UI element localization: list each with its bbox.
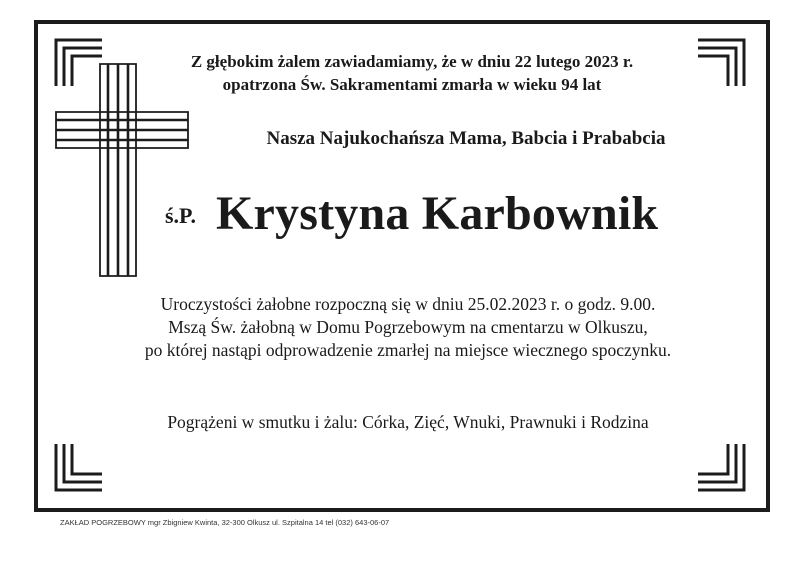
deceased-name-row <box>165 186 765 241</box>
mourners-line: Pogrążeni w smutku i żalu: Córka, Zięć, Wnuki, Prawnuki i Rodzina <box>167 412 649 432</box>
deceased-name: Krystyna Karbownik <box>215 187 659 240</box>
funeral-home-footer: ZAKŁAD POGRZEBOWY mgr Zbigniew Kwinta, 32-300 Olkusz ul. Szpitalna 14 tel (032) 643-06-07 <box>60 518 390 527</box>
corner-ornament-bottom-right-icon <box>696 442 748 494</box>
ceremony-line-2: Mszą Św. żałobną w Domu Pogrzebowym na cmentarzu w Olkuszu, <box>168 317 648 337</box>
intro-line-1: Z głębokim żalem zawiadamiamy, że w dniu 22 lutego 2023 r. <box>190 52 634 71</box>
ceremony-line-1: Uroczystości żałobne rozpoczną się w dniu 25.02.2023 r. o godz. 9.00. <box>160 294 656 314</box>
intro-line-2: opatrzona Św. Sakramentami zmarła w wieku 94 lat <box>222 75 602 94</box>
family-line: Nasza Najukochańsza Mama, Babcia i Prababcia <box>266 128 666 149</box>
honorific: ś.P. <box>165 203 196 228</box>
ceremony-line-3: po której nastąpi odprowadzenie zmarłej na miejsce wiecznego spoczynku. <box>144 340 672 360</box>
corner-ornament-bottom-left-icon <box>52 442 104 494</box>
